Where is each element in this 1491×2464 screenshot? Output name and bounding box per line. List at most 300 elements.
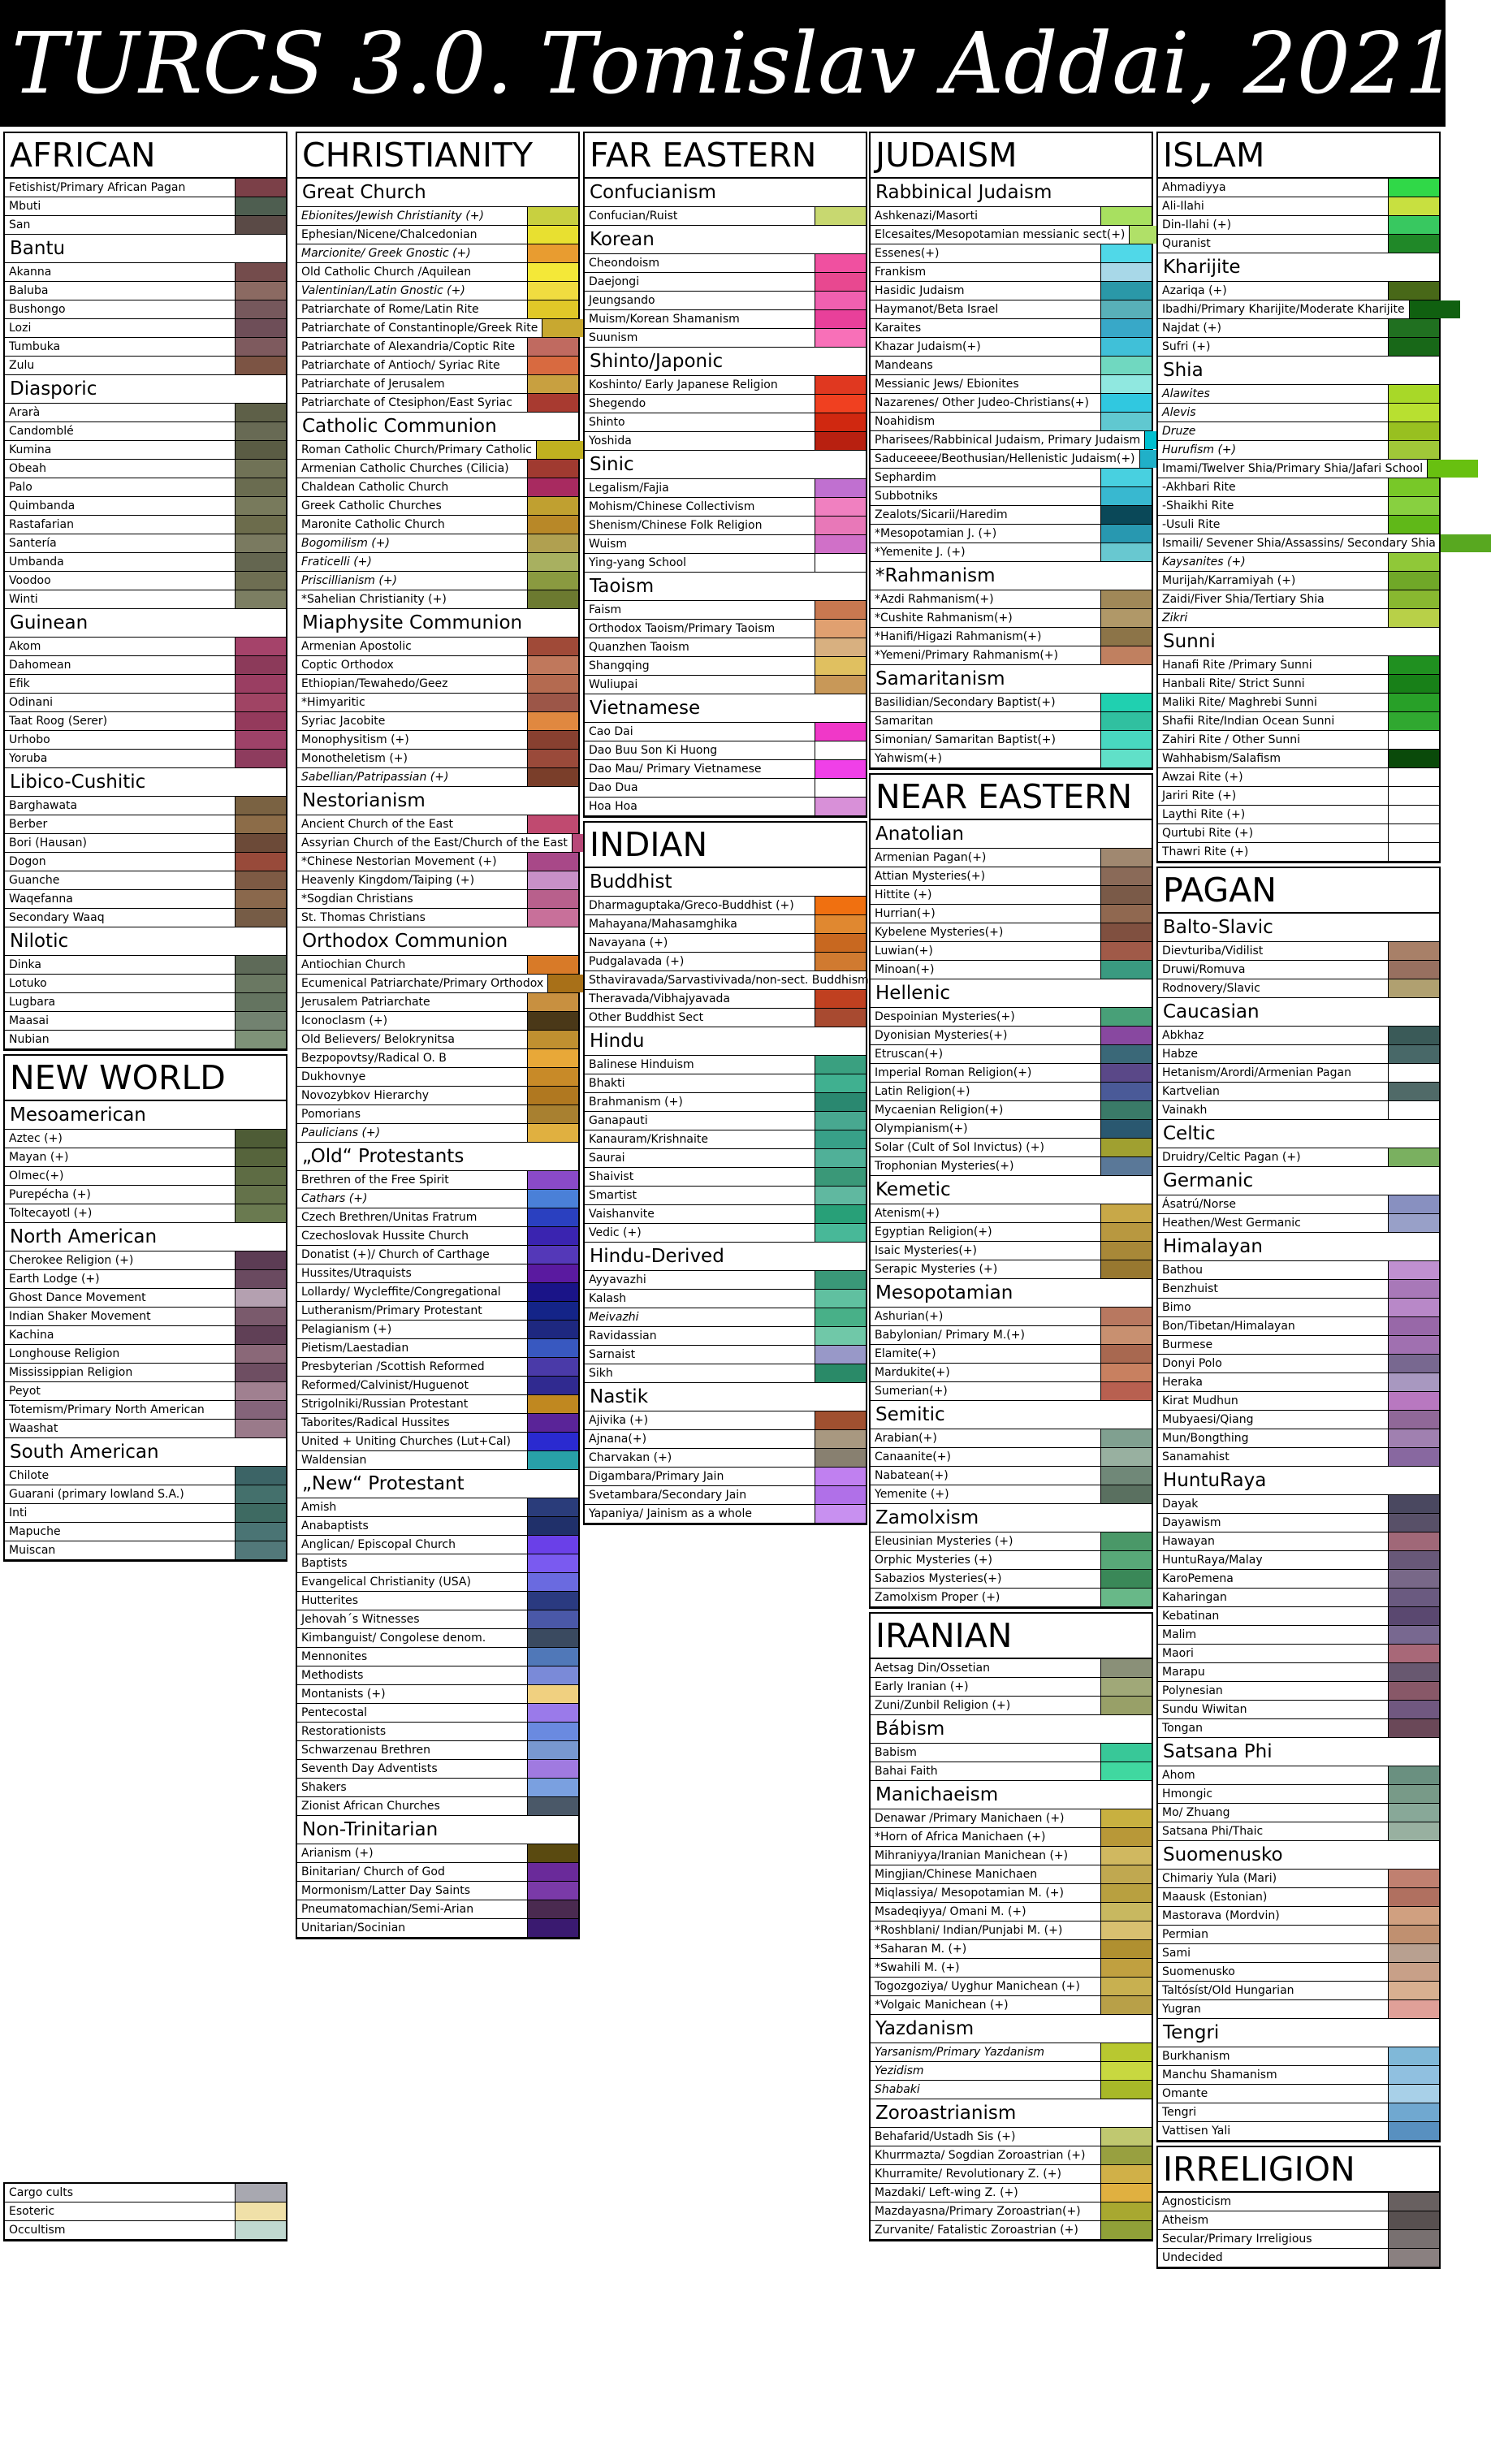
color-swatch xyxy=(1388,338,1439,356)
religion-label: Toltecayotl (+) xyxy=(9,1207,93,1220)
religion-row xyxy=(5,1504,286,1523)
religion-row xyxy=(1158,1822,1439,1841)
religion-label: Shakers xyxy=(301,1781,347,1794)
group-title: Satsana Phi xyxy=(1158,1738,1439,1766)
religion-label: Kaharingan xyxy=(1162,1591,1227,1604)
religion-row xyxy=(1158,1411,1439,1429)
religion-row xyxy=(5,1401,286,1420)
religion-row xyxy=(585,207,866,226)
religion-row xyxy=(871,961,1152,979)
religion-row xyxy=(871,1884,1152,1903)
color-swatch xyxy=(1100,750,1152,767)
religion-label: Anabaptists xyxy=(301,1519,369,1532)
religion-row xyxy=(871,1157,1152,1176)
religion-row xyxy=(585,535,866,554)
religion-row xyxy=(1158,1663,1439,1682)
religion-row xyxy=(5,319,286,338)
religion-label: Anglican/ Episcopal Church xyxy=(301,1538,456,1551)
religion-row xyxy=(1158,300,1439,319)
religion-row xyxy=(585,1308,866,1327)
religion-row xyxy=(871,2128,1152,2146)
religion-row xyxy=(585,413,866,432)
religion-row xyxy=(5,1031,286,1049)
religion-row xyxy=(297,590,578,609)
color-swatch xyxy=(527,1666,578,1684)
religion-label: Dogon xyxy=(9,855,46,868)
religion-label: *Saharan M. (+) xyxy=(875,1943,967,1956)
color-swatch xyxy=(1100,543,1152,561)
religion-row xyxy=(5,1289,286,1308)
color-swatch xyxy=(815,657,866,675)
color-swatch xyxy=(527,1433,578,1450)
color-swatch xyxy=(815,1074,866,1092)
religion-label: Permian xyxy=(1162,1928,1209,1941)
color-swatch xyxy=(1388,1963,1439,1981)
religion-label: Pelagianism (+) xyxy=(301,1323,392,1336)
religion-row xyxy=(871,1828,1152,1847)
religion-label: Valentinian/Latin Gnostic (+) xyxy=(301,284,465,297)
religion-row xyxy=(585,934,866,953)
religion-row xyxy=(871,2081,1152,2099)
color-swatch xyxy=(527,1573,578,1591)
religion-row xyxy=(1158,1299,1439,1317)
religion-row xyxy=(871,207,1152,226)
religion-row xyxy=(5,282,286,300)
religion-row xyxy=(871,2146,1152,2165)
religion-row xyxy=(5,497,286,516)
religion-label: Olmec(+) xyxy=(9,1169,64,1182)
religion-label: Baluba xyxy=(9,284,49,297)
color-swatch xyxy=(1100,2146,1152,2164)
religion-row xyxy=(871,357,1152,375)
color-swatch xyxy=(1100,1223,1152,1241)
color-swatch xyxy=(1388,1907,1439,1925)
color-swatch xyxy=(1388,2249,1439,2267)
color-swatch xyxy=(1388,1532,1439,1550)
religion-label: Obeah xyxy=(9,462,46,475)
group-title: Nilotic xyxy=(5,927,286,956)
religion-row xyxy=(297,1779,578,1797)
religion-row xyxy=(297,1919,578,1938)
religion-row xyxy=(5,1251,286,1270)
religion-row xyxy=(1158,2066,1439,2085)
religion-label: Maronite Catholic Church xyxy=(301,518,445,531)
religion-row xyxy=(5,1270,286,1289)
religion-label: Pharisees/Rabbinical Judaism, Primary Judaism xyxy=(875,434,1141,447)
group-title: Manichaeism xyxy=(871,1781,1152,1809)
color-swatch xyxy=(235,675,286,693)
color-swatch xyxy=(235,712,286,730)
religion-label: *Himyaritic xyxy=(301,696,365,709)
religion-label: Ahmadiyya xyxy=(1162,181,1226,194)
color-swatch xyxy=(235,834,286,852)
religion-label: Bahai Faith xyxy=(875,1765,938,1778)
religion-row xyxy=(871,1959,1152,1978)
religion-row xyxy=(297,1377,578,1395)
color-swatch xyxy=(1388,750,1439,767)
color-swatch xyxy=(527,1358,578,1376)
color-swatch xyxy=(235,590,286,608)
color-swatch xyxy=(1100,1921,1152,1939)
religion-row xyxy=(297,375,578,394)
color-swatch xyxy=(1100,1382,1152,1400)
color-swatch xyxy=(1100,338,1152,356)
religion-label: Voodoo xyxy=(9,574,51,587)
religion-label: Ecumenical Patriarchate/Primary Orthodox xyxy=(301,977,544,990)
color-swatch xyxy=(815,897,866,914)
religion-row xyxy=(585,723,866,741)
category-indian xyxy=(583,821,867,1525)
color-swatch xyxy=(815,292,866,309)
color-swatch xyxy=(527,1124,578,1142)
religion-row xyxy=(585,1130,866,1149)
religion-label: Aetsag Din/Ossetian xyxy=(875,1662,990,1675)
religion-label: Other Buddhist Sect xyxy=(589,1011,704,1024)
religion-label: -Usuli Rite xyxy=(1162,518,1221,531)
religion-row xyxy=(585,1205,866,1224)
religion-label: Dahomean xyxy=(9,659,71,672)
religion-label: Chilote xyxy=(9,1469,50,1482)
religion-label: Jeungsando xyxy=(589,294,655,307)
religion-row xyxy=(871,1996,1152,2015)
religion-label: Taborites/Radical Hussites xyxy=(301,1416,450,1429)
color-swatch xyxy=(1100,590,1152,608)
religion-row xyxy=(871,646,1152,665)
religion-label: Ancient Church of the East xyxy=(301,818,454,831)
religion-row xyxy=(297,207,578,226)
religion-label: Hetanism/Arordi/Armenian Pagan xyxy=(1162,1066,1351,1079)
color-swatch xyxy=(235,357,286,374)
color-swatch xyxy=(1388,1926,1439,1943)
color-swatch xyxy=(815,1290,866,1308)
religion-row xyxy=(297,1246,578,1264)
color-swatch xyxy=(235,975,286,992)
color-swatch xyxy=(815,915,866,933)
religion-label: Murijah/Karramiyah (+) xyxy=(1162,574,1296,587)
religion-label: Earth Lodge (+) xyxy=(9,1273,100,1286)
religion-label: Meivazhi xyxy=(589,1311,639,1324)
religion-row xyxy=(297,1797,578,1816)
religion-row xyxy=(585,1411,866,1430)
color-swatch xyxy=(815,620,866,638)
religion-label: Early Iranian (+) xyxy=(875,1680,969,1693)
religion-label: Seventh Day Adventists xyxy=(301,1762,438,1775)
color-swatch xyxy=(1388,2103,1439,2121)
religion-label: Jerusalem Patriarchate xyxy=(301,996,430,1009)
color-swatch xyxy=(1388,2230,1439,2248)
color-swatch xyxy=(527,1648,578,1666)
religion-row xyxy=(871,712,1152,731)
color-swatch xyxy=(1100,319,1152,337)
religion-label: Daejongi xyxy=(589,275,640,288)
color-swatch xyxy=(235,1031,286,1048)
religion-label: Cathars (+) xyxy=(301,1192,368,1205)
color-swatch xyxy=(527,1283,578,1301)
religion-label: Ismaili/ Sevener Shia/Assassins/ Secondary Shia xyxy=(1162,537,1436,550)
color-swatch xyxy=(1388,1045,1439,1063)
color-swatch xyxy=(235,1541,286,1559)
color-swatch xyxy=(1100,1448,1152,1466)
religion-row xyxy=(1158,731,1439,750)
column-2 xyxy=(296,132,580,1943)
religion-row xyxy=(297,1124,578,1143)
religion-label: Druidry/Celtic Pagan (+) xyxy=(1162,1151,1301,1164)
religion-label: Kumina xyxy=(9,443,52,456)
religion-label: Pietism/Laestadian xyxy=(301,1342,409,1355)
color-swatch xyxy=(1388,1607,1439,1625)
religion-label: Chaldean Catholic Church xyxy=(301,481,449,494)
religion-label: Msadeqiyya/ Omani M. (+) xyxy=(875,1905,1026,1918)
religion-label: Khurramite/ Revolutionary Z. (+) xyxy=(875,2168,1061,2181)
religion-label: Wuliupai xyxy=(589,678,638,691)
religion-row xyxy=(871,849,1152,867)
religion-row xyxy=(5,1167,286,1186)
color-swatch xyxy=(235,1130,286,1148)
religion-row xyxy=(1158,1804,1439,1822)
religion-label: Czechoslovak Hussite Church xyxy=(301,1230,469,1243)
religion-row xyxy=(871,1242,1152,1260)
color-swatch xyxy=(527,226,578,244)
religion-label: Fetishist/Primary African Pagan xyxy=(9,181,186,194)
religion-row xyxy=(1158,1963,1439,1982)
religion-label: Cheondoism xyxy=(589,257,659,270)
group-title: Celtic xyxy=(1158,1120,1439,1148)
religion-label: Yoshida xyxy=(589,434,632,447)
color-swatch xyxy=(527,534,578,552)
color-swatch xyxy=(1388,2122,1439,2140)
color-swatch xyxy=(235,1467,286,1485)
religion-row xyxy=(585,432,866,451)
color-swatch xyxy=(1388,1663,1439,1681)
religion-label: Santería xyxy=(9,537,57,550)
religion-row xyxy=(297,1629,578,1648)
color-swatch xyxy=(527,694,578,711)
religion-row xyxy=(5,590,286,609)
group-title: Mesoamerican xyxy=(5,1101,286,1130)
religion-row xyxy=(5,2184,286,2202)
religion-row xyxy=(1158,1336,1439,1355)
color-swatch xyxy=(815,601,866,619)
color-swatch xyxy=(1388,404,1439,421)
religion-label: Maori xyxy=(1162,1647,1194,1660)
religion-row xyxy=(585,1112,866,1130)
religion-label: Vedic (+) xyxy=(589,1226,642,1239)
religion-row xyxy=(5,815,286,834)
religion-label: Secular/Primary Irreligious xyxy=(1162,2233,1312,2246)
religion-label: Peyot xyxy=(9,1385,41,1398)
religion-label: Czech Brethren/Unitas Fratrum xyxy=(301,1211,478,1224)
color-swatch xyxy=(1388,1645,1439,1662)
religion-row xyxy=(1158,2085,1439,2103)
color-swatch xyxy=(527,1517,578,1535)
group-title: Tengri xyxy=(1158,2019,1439,2047)
religion-label: Baptists xyxy=(301,1557,348,1570)
religion-label: Zealots/Sicarii/Haredim xyxy=(875,508,1008,521)
color-swatch xyxy=(815,1093,866,1111)
religion-row xyxy=(871,1139,1152,1157)
color-swatch xyxy=(1388,787,1439,805)
religion-row xyxy=(5,694,286,712)
religion-row xyxy=(1158,1701,1439,1719)
religion-row xyxy=(1158,235,1439,253)
religion-label: Binitarian/ Church of God xyxy=(301,1865,445,1878)
religion-row xyxy=(585,1056,866,1074)
religion-label: Charvakan (+) xyxy=(589,1451,672,1464)
color-swatch xyxy=(1100,694,1152,711)
religion-row xyxy=(871,319,1152,338)
religion-row xyxy=(1158,2000,1439,2019)
religion-label: Donatist (+)/ Church of Carthage xyxy=(301,1248,490,1261)
color-swatch xyxy=(1388,1870,1439,1887)
color-swatch xyxy=(815,741,866,759)
religion-label: Dao Mau/ Primary Vietnamese xyxy=(589,763,762,776)
religion-label: Ásatrú/Norse xyxy=(1162,1198,1236,1211)
religion-row xyxy=(585,1074,866,1093)
religion-label: Attian Mysteries(+) xyxy=(875,870,986,883)
religion-label: Patriarchate of Constantinople/Greek Rite xyxy=(301,322,538,335)
color-swatch xyxy=(1388,1626,1439,1644)
religion-label: Nazarenes/ Other Judeo-Christians(+) xyxy=(875,396,1089,409)
religion-label: Ashurian(+) xyxy=(875,1310,944,1323)
religion-row xyxy=(585,990,866,1009)
color-swatch xyxy=(815,554,866,572)
color-swatch xyxy=(1100,1139,1152,1156)
religion-label: Malim xyxy=(1162,1628,1197,1641)
color-swatch xyxy=(527,263,578,281)
color-swatch xyxy=(1388,572,1439,590)
color-swatch xyxy=(1100,1996,1152,2014)
religion-label: Theravada/Vibhajyavada xyxy=(589,992,731,1005)
religion-row xyxy=(297,282,578,300)
religion-row xyxy=(1158,787,1439,806)
religion-row xyxy=(871,450,1152,469)
color-swatch xyxy=(815,1168,866,1186)
color-swatch xyxy=(815,638,866,656)
religion-row xyxy=(871,1762,1152,1781)
religion-row xyxy=(5,656,286,675)
religion-row xyxy=(5,1012,286,1031)
religion-row xyxy=(871,750,1152,768)
color-swatch xyxy=(235,1204,286,1222)
religion-row xyxy=(871,1551,1152,1570)
religion-label: Hussites/Utraquists xyxy=(301,1267,412,1280)
religion-label: Guarani (primary lowland S.A.) xyxy=(9,1488,184,1501)
color-swatch xyxy=(527,1246,578,1264)
religion-label: Cherokee Religion (+) xyxy=(9,1254,134,1267)
color-swatch xyxy=(1388,1766,1439,1784)
color-swatch xyxy=(1388,1148,1439,1166)
religion-label: Mastorava (Mordvin) xyxy=(1162,1909,1280,1922)
religion-row xyxy=(1158,1570,1439,1589)
religion-row xyxy=(871,244,1152,263)
category-title: IRRELIGION xyxy=(1158,2147,1439,2193)
religion-label: Mahayana/Mahasamghika xyxy=(589,918,737,931)
color-swatch xyxy=(527,1031,578,1048)
religion-label: Cao Dai xyxy=(589,725,633,738)
religion-label: Mardukite(+) xyxy=(875,1366,950,1379)
religion-row xyxy=(297,694,578,712)
color-swatch xyxy=(815,1449,866,1467)
group-title: *Rahmanism xyxy=(871,562,1152,590)
religion-label: Jariri Rite (+) xyxy=(1162,789,1237,802)
religion-row xyxy=(871,942,1152,961)
color-swatch xyxy=(1100,2081,1152,2099)
religion-row xyxy=(871,1120,1152,1139)
religion-row xyxy=(585,479,866,498)
religion-label: Yezidism xyxy=(875,2064,924,2077)
religion-row xyxy=(1158,1785,1439,1804)
color-swatch xyxy=(235,731,286,749)
religion-label: Bezpopovtsy/Radical O. B xyxy=(301,1052,447,1065)
color-swatch xyxy=(235,2221,286,2239)
religion-label: *Sogdian Christians xyxy=(301,893,413,906)
religion-label: Urhobo xyxy=(9,733,50,746)
religion-label: Ayyavazhi xyxy=(589,1273,646,1286)
color-swatch xyxy=(527,1227,578,1245)
religion-row xyxy=(585,760,866,779)
religion-label: Frankism xyxy=(875,266,927,279)
color-swatch xyxy=(527,853,578,871)
religion-row xyxy=(1158,422,1439,441)
religion-row xyxy=(1158,319,1439,338)
religion-label: Zaidi/Fiver Shia/Tertiary Shia xyxy=(1162,593,1325,606)
religion-row xyxy=(5,1186,286,1204)
color-swatch xyxy=(815,395,866,413)
group-title: Suomenusko xyxy=(1158,1841,1439,1870)
color-swatch xyxy=(235,1308,286,1325)
religion-label: Maliki Rite/ Maghrebi Sunni xyxy=(1162,696,1317,709)
religion-label: Sanamahist xyxy=(1162,1450,1230,1463)
color-swatch xyxy=(527,768,578,786)
religion-label: Vattisen Yali xyxy=(1162,2125,1231,2138)
religion-label: Sami xyxy=(1162,1947,1191,1960)
religion-row xyxy=(1158,404,1439,422)
religion-label: Patriarchate of Jerusalem xyxy=(301,378,445,391)
color-swatch xyxy=(815,1224,866,1242)
color-swatch xyxy=(1100,357,1152,374)
religion-label: Mayan (+) xyxy=(9,1151,69,1164)
religion-row xyxy=(5,357,286,375)
category-title: NEW WORLD xyxy=(5,1056,286,1101)
religion-label: Simonian/ Samaritan Baptist(+) xyxy=(875,733,1056,746)
color-swatch xyxy=(1100,646,1152,664)
religion-label: Miqlassiya/ Mesopotamian M. (+) xyxy=(875,1887,1064,1900)
religion-row xyxy=(585,395,866,413)
color-swatch xyxy=(815,798,866,815)
color-swatch xyxy=(235,1167,286,1185)
religion-label: Ebionites/Jewish Christianity (+) xyxy=(301,210,484,223)
religion-label: Maasai xyxy=(9,1014,49,1027)
color-swatch xyxy=(235,216,286,234)
religion-row xyxy=(1158,1626,1439,1645)
religion-label: Barghawata xyxy=(9,799,78,812)
religion-label: Sufri (+) xyxy=(1162,340,1211,353)
religion-label: Eleusinian Mysteries (+) xyxy=(875,1535,1013,1548)
color-swatch xyxy=(1100,712,1152,730)
color-swatch xyxy=(527,1629,578,1647)
religion-row xyxy=(5,731,286,750)
religion-row xyxy=(297,263,578,282)
color-swatch xyxy=(1100,263,1152,281)
religion-row xyxy=(871,1865,1152,1884)
color-swatch xyxy=(527,1395,578,1413)
religion-label: Subbotniks xyxy=(875,490,938,503)
religion-label: Karaites xyxy=(875,322,922,335)
religion-row xyxy=(585,1271,866,1290)
religion-label: Dukhovnye xyxy=(301,1070,366,1083)
religion-label: Saurai xyxy=(589,1152,625,1165)
religion-row xyxy=(871,1809,1152,1828)
